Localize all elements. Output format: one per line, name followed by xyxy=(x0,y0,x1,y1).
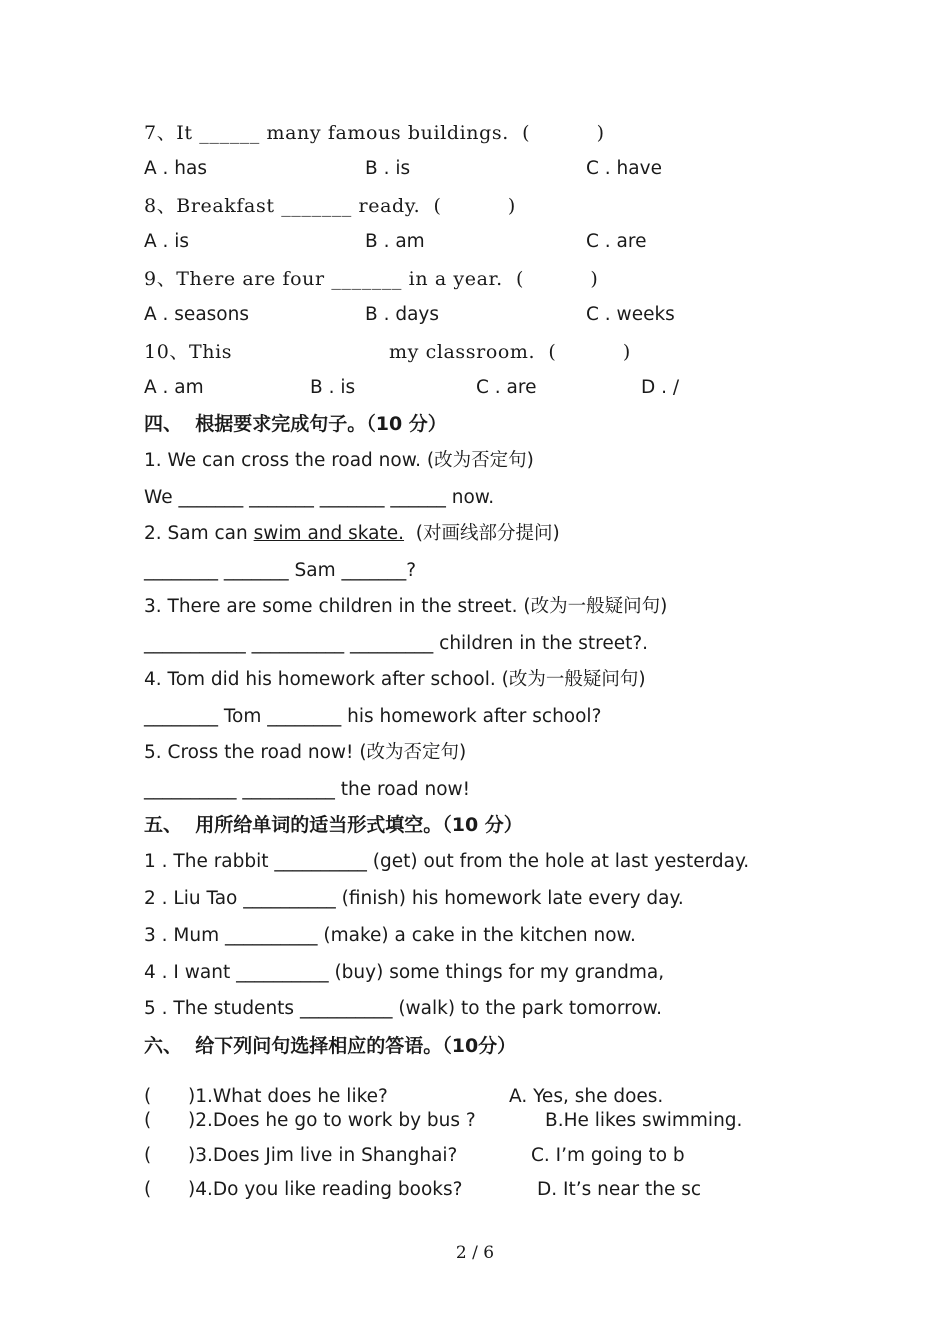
mcq-8-stem: 8、Breakfast _______ ready. ( ) xyxy=(144,195,516,217)
s4-answer-1: We _______ _______ _______ ______ now. xyxy=(144,487,495,508)
section-6-heading: 六、 给下列问句选择相应的答语。（10分） xyxy=(144,1035,517,1057)
section-5-heading: 五、 用所给单词的适当形式填空。（10 分） xyxy=(144,814,523,836)
s5-item-4: 4 . I want __________ (buy) some things for my grandma, xyxy=(144,962,665,983)
s4-question-1: 1. We can cross the road now. (改为否定句) xyxy=(144,450,534,471)
s4-question-2 xyxy=(144,525,560,544)
mcq-10-option-a: A . am xyxy=(144,377,204,398)
s5-item-5: 5 . The students __________ (walk) to the park tomorrow. xyxy=(144,998,662,1019)
mcq-9-option-a: A . seasons xyxy=(144,304,249,325)
s6-row-2-question: )2.Does he go to work by bus ? xyxy=(188,1110,476,1131)
s6-row-3-question: )3.Does Jim live in Shanghai? xyxy=(188,1145,458,1166)
mcq-9-option-b: B . days xyxy=(365,304,439,325)
s6-row-1-paren: ( xyxy=(144,1086,152,1107)
s4-question-5: 5. Cross the road now! (改为否定句) xyxy=(144,742,467,763)
mcq-10-stem-end: my classroom. ( ) xyxy=(389,341,631,363)
mcq-8-option-c: C . are xyxy=(586,231,647,252)
s6-row-1-question: )1.What does he like? xyxy=(188,1086,388,1107)
s5-item-3: 3 . Mum __________ (make) a cake in the kitchen now. xyxy=(144,925,636,946)
mcq-7-option-b: B . is xyxy=(365,158,411,179)
mcq-8-option-a: A . is xyxy=(144,231,190,252)
mcq-10-option-c: C . are xyxy=(476,377,537,398)
mcq-10-option-b: B . is xyxy=(310,377,356,398)
s4-q2-prefix: 2. Sam can xyxy=(144,523,254,544)
s6-row-4-question: )4.Do you like reading books? xyxy=(188,1179,463,1200)
s4-answer-3: ___________ __________ _________ children in the street?. xyxy=(144,633,649,654)
mcq-9-option-c: C . weeks xyxy=(586,304,675,325)
s4-answer-5: __________ __________ the road now! xyxy=(144,779,471,800)
s4-answer-4: ________ Tom ________ his homework after school? xyxy=(144,706,602,727)
s6-row-4-answer: D. It’s near the sc xyxy=(537,1179,702,1200)
s4-q2-underlined: swim and skate. xyxy=(253,523,405,544)
s4-q2-suffix: (对画线部分提问) xyxy=(404,523,560,544)
s5-item-1: 1 . The rabbit __________ (get) out from the hole at last yesterday. xyxy=(144,851,750,872)
section-4-heading: 四、 根据要求完成句子。（10 分） xyxy=(144,413,447,435)
mcq-7-option-c: C . have xyxy=(586,158,662,179)
mcq-9-stem: 9、There are four _______ in a year. ( ) xyxy=(144,268,599,290)
s6-row-3-answer: C. I’m going to b xyxy=(531,1145,685,1166)
mcq-7-stem: 7、It ______ many famous buildings. ( ) xyxy=(144,122,605,144)
mcq-8-option-b: B . am xyxy=(365,231,425,252)
mcq-10-option-d: D . / xyxy=(641,377,680,398)
s5-item-2: 2 . Liu Tao __________ (finish) his homework late every day. xyxy=(144,888,684,909)
s6-row-1-answer: A. Yes, she does. xyxy=(509,1086,664,1107)
s6-row-3-paren: ( xyxy=(144,1145,152,1166)
s6-row-4-paren: ( xyxy=(144,1179,152,1200)
s6-row-2-answer: B.He likes swimming. xyxy=(545,1110,743,1131)
page-number: 2 / 6 xyxy=(455,1243,495,1263)
mcq-10-stem-start: 10、This xyxy=(144,341,233,363)
mcq-7-option-a: A . has xyxy=(144,158,207,179)
s4-question-4: 4. Tom did his homework after school. (改为一般疑问句) xyxy=(144,669,646,690)
s4-answer-2: ________ _______ Sam _______? xyxy=(144,560,417,581)
s4-question-3: 3. There are some children in the street. (改为一般疑问句) xyxy=(144,596,668,617)
s6-row-2-paren: ( xyxy=(144,1110,152,1131)
